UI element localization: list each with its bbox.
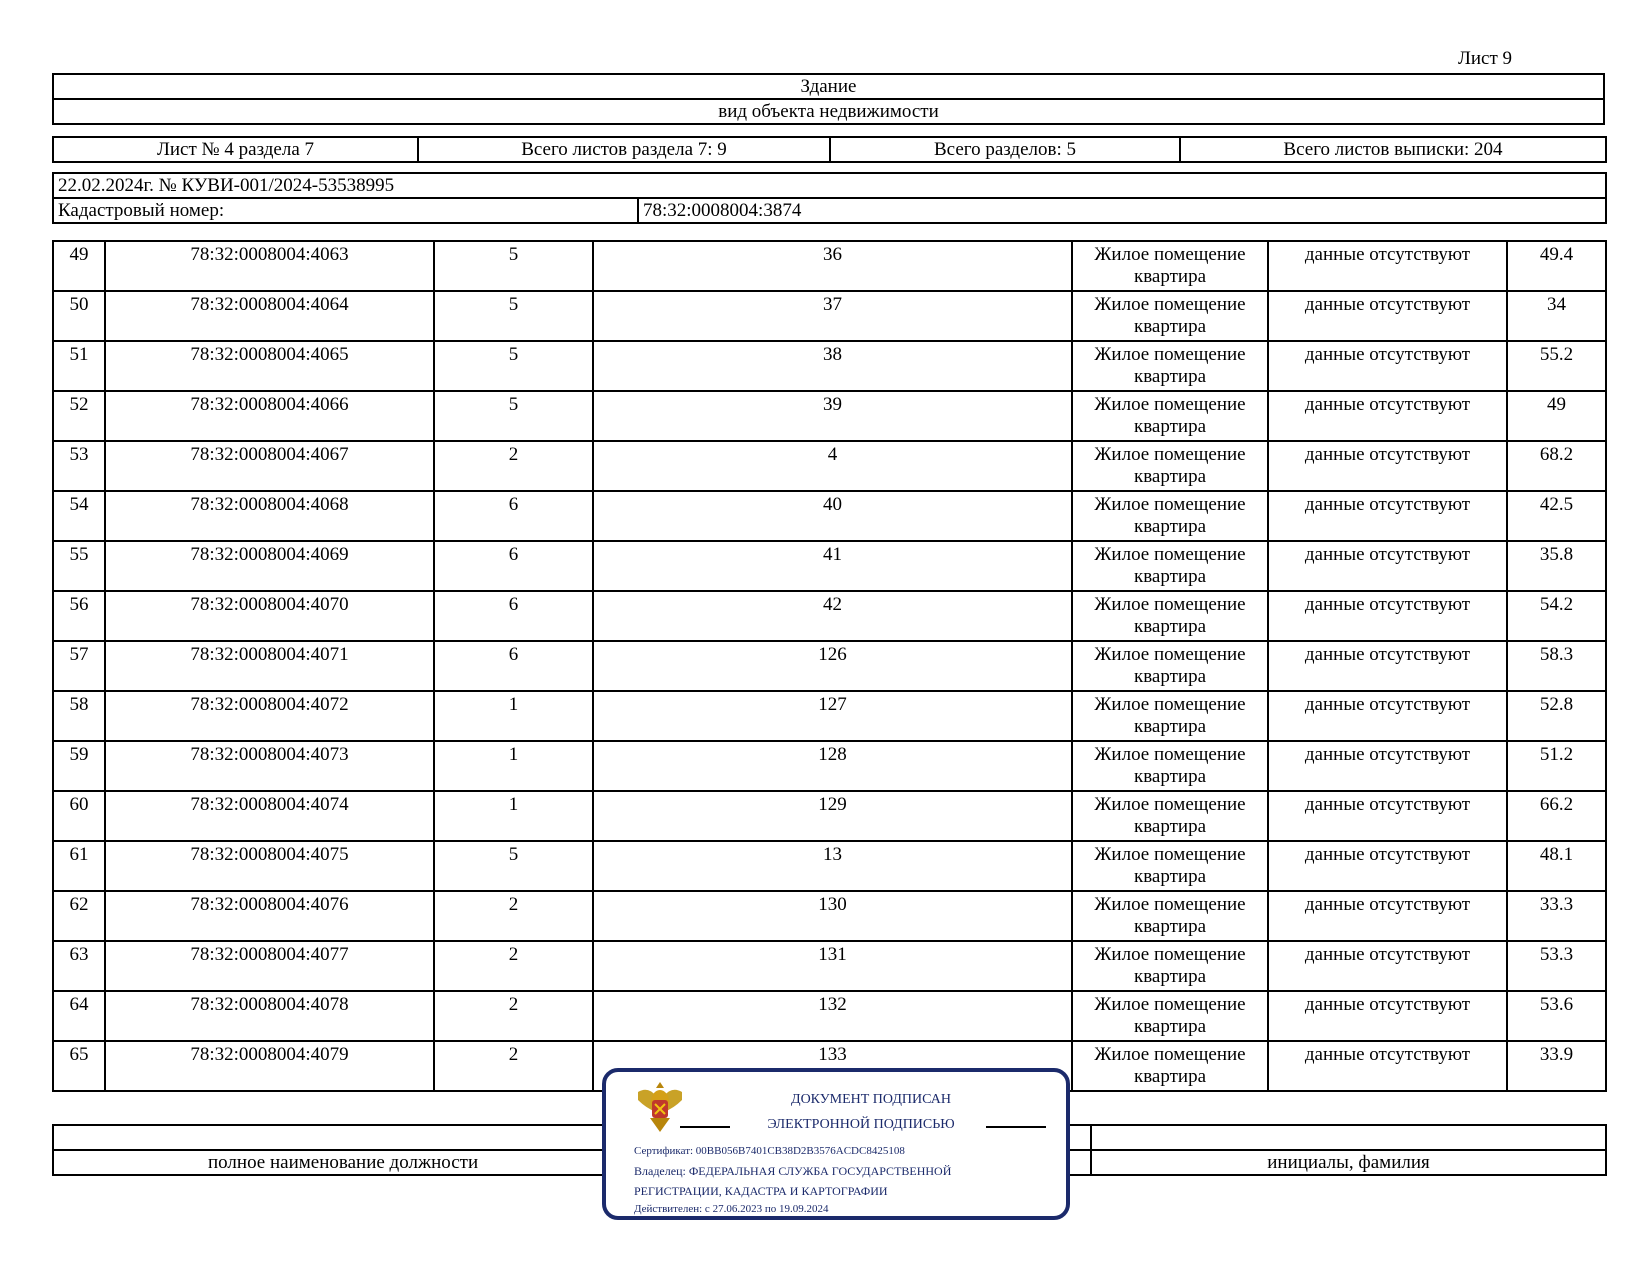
table-row: [53, 991, 1606, 1041]
document-date-number: 22.02.2024г. № КУВИ-001/2024-53538995: [53, 173, 1606, 198]
row-number-cell: 52: [53, 391, 105, 441]
area-cell: 34: [1507, 291, 1606, 341]
premises-type-cell: Жилое помещение квартира: [1072, 991, 1268, 1041]
premises-number-cell: 4: [593, 441, 1072, 491]
premises-type-cell: Жилое помещение квартира: [1072, 341, 1268, 391]
cadastral-number-cell: 78:32:0008004:4072: [105, 691, 434, 741]
data-status-cell: данные отсутствуют: [1268, 941, 1507, 991]
row-number-cell: 62: [53, 891, 105, 941]
cadastral-number-value: 78:32:0008004:3874: [638, 198, 1606, 223]
premises-type-cell: Жилое помещение квартира: [1072, 941, 1268, 991]
sheet-counts-table: [52, 136, 1607, 163]
row-number-cell: 64: [53, 991, 105, 1041]
data-status-cell: данные отсутствуют: [1268, 241, 1507, 291]
data-status-cell: данные отсутствуют: [1268, 641, 1507, 691]
premises-number-cell: 42: [593, 591, 1072, 641]
row-number-cell: 55: [53, 541, 105, 591]
area-cell: 51.2: [1507, 741, 1606, 791]
table-row: [53, 291, 1606, 341]
stamp-title-2: ЭЛЕКТРОННОЙ ПОДПИСЬЮ: [767, 1117, 955, 1132]
row-number-cell: 61: [53, 841, 105, 891]
cadastral-number-cell: 78:32:0008004:4076: [105, 891, 434, 941]
premises-number-cell: 127: [593, 691, 1072, 741]
premises-number-cell: 132: [593, 991, 1072, 1041]
premises-type-cell: Жилое помещение квартира: [1072, 841, 1268, 891]
premises-number-cell: 133: [593, 1041, 1072, 1091]
cadastral-number-cell: 78:32:0008004:4071: [105, 641, 434, 691]
premises-table: [52, 240, 1607, 1092]
stamp-divider-left: [680, 1126, 730, 1128]
area-cell: 49.4: [1507, 241, 1606, 291]
data-status-cell: данные отсутствуют: [1268, 441, 1507, 491]
row-number-cell: 50: [53, 291, 105, 341]
premises-type-cell: Жилое помещение квартира: [1072, 291, 1268, 341]
premises-type-cell: Жилое помещение квартира: [1072, 241, 1268, 291]
premises-type-cell: Жилое помещение квартира: [1072, 541, 1268, 591]
area-cell: 55.2: [1507, 341, 1606, 391]
cadastral-number-cell: 78:32:0008004:4074: [105, 791, 434, 841]
table-row: [53, 541, 1606, 591]
cadastral-number-cell: 78:32:0008004:4073: [105, 741, 434, 791]
premises-type-cell: Жилое помещение квартира: [1072, 691, 1268, 741]
premises-type-cell: Жилое помещение квартира: [1072, 391, 1268, 441]
area-cell: 49: [1507, 391, 1606, 441]
table-row: [53, 591, 1606, 641]
stamp-validity: Действителен: с 27.06.2023 по 19.09.2024: [634, 1203, 829, 1215]
floor-cell: 2: [434, 991, 593, 1041]
cadastral-number-label: Кадастровый номер:: [53, 198, 638, 223]
premises-type-cell: Жилое помещение квартира: [1072, 891, 1268, 941]
table-row: [53, 641, 1606, 691]
floor-cell: 5: [434, 841, 593, 891]
stamp-owner-2: РЕГИСТРАЦИИ, КАДАСТРА И КАРТОГРАФИИ: [634, 1184, 888, 1198]
area-cell: 33.9: [1507, 1041, 1606, 1091]
area-cell: 54.2: [1507, 591, 1606, 641]
area-cell: 52.8: [1507, 691, 1606, 741]
table-row: [53, 791, 1606, 841]
floor-cell: 2: [434, 441, 593, 491]
row-number-cell: 60: [53, 791, 105, 841]
stamp-owner-1: Владелец: ФЕДЕРАЛЬНАЯ СЛУЖБА ГОСУДАРСТВЕННОЙ: [634, 1164, 952, 1178]
data-status-cell: данные отсутствуют: [1268, 791, 1507, 841]
data-status-cell: данные отсутствуют: [1268, 541, 1507, 591]
premises-number-cell: 130: [593, 891, 1072, 941]
floor-cell: 5: [434, 341, 593, 391]
cadastral-number-cell: 78:32:0008004:4063: [105, 241, 434, 291]
floor-cell: 2: [434, 891, 593, 941]
premises-type-cell: Жилое помещение квартира: [1072, 591, 1268, 641]
data-status-cell: данные отсутствуют: [1268, 391, 1507, 441]
premises-number-cell: 131: [593, 941, 1072, 991]
document-info-table: [52, 172, 1607, 224]
area-cell: 48.1: [1507, 841, 1606, 891]
cadastral-number-cell: 78:32:0008004:4078: [105, 991, 434, 1041]
row-number-cell: 57: [53, 641, 105, 691]
floor-cell: 6: [434, 641, 593, 691]
row-number-cell: 49: [53, 241, 105, 291]
data-status-cell: данные отсутствуют: [1268, 991, 1507, 1041]
row-number-cell: 51: [53, 341, 105, 391]
cadastral-number-cell: 78:32:0008004:4079: [105, 1041, 434, 1091]
row-number-cell: 58: [53, 691, 105, 741]
cadastral-number-cell: 78:32:0008004:4065: [105, 341, 434, 391]
floor-cell: 1: [434, 741, 593, 791]
table-row: [53, 841, 1606, 891]
data-status-cell: данные отсутствуют: [1268, 841, 1507, 891]
position-caption-text: полное наименование должности: [208, 1151, 479, 1173]
cadastral-number-cell: 78:32:0008004:4069: [105, 541, 434, 591]
table-row: [53, 741, 1606, 791]
row-number-cell: 65: [53, 1041, 105, 1091]
row-number-cell: 53: [53, 441, 105, 491]
stamp-divider-right: [986, 1126, 1046, 1128]
floor-cell: 6: [434, 591, 593, 641]
premises-number-cell: 40: [593, 491, 1072, 541]
cadastral-number-cell: 78:32:0008004:4067: [105, 441, 434, 491]
data-status-cell: данные отсутствуют: [1268, 291, 1507, 341]
object-type: Здание: [53, 74, 1604, 99]
cadastral-number-cell: 78:32:0008004:4075: [105, 841, 434, 891]
table-row: [53, 691, 1606, 741]
row-number-cell: 54: [53, 491, 105, 541]
row-number-cell: 63: [53, 941, 105, 991]
table-row: [53, 441, 1606, 491]
premises-number-cell: 128: [593, 741, 1072, 791]
name-field: [1091, 1125, 1606, 1150]
premises-type-cell: Жилое помещение квартира: [1072, 1041, 1268, 1091]
name-caption: инициалы, фамилия: [1091, 1150, 1606, 1175]
data-status-cell: данные отсутствуют: [1268, 491, 1507, 541]
row-number-cell: 59: [53, 741, 105, 791]
table-row: [53, 491, 1606, 541]
table-row: [53, 341, 1606, 391]
premises-number-cell: 41: [593, 541, 1072, 591]
section-sheets-total: Всего листов раздела 7: 9: [418, 137, 830, 162]
object-type-table: [52, 73, 1605, 125]
floor-cell: 1: [434, 791, 593, 841]
table-row: [53, 891, 1606, 941]
floor-cell: 1: [434, 691, 593, 741]
data-status-cell: данные отсутствуют: [1268, 741, 1507, 791]
data-status-cell: данные отсутствуют: [1268, 1041, 1507, 1091]
area-cell: 33.3: [1507, 891, 1606, 941]
data-status-cell: данные отсутствуют: [1268, 891, 1507, 941]
table-row: [53, 241, 1606, 291]
electronic-signature-stamp: [602, 1068, 1070, 1220]
cadastral-number-cell: 78:32:0008004:4070: [105, 591, 434, 641]
premises-number-cell: 126: [593, 641, 1072, 691]
data-status-cell: данные отсутствуют: [1268, 691, 1507, 741]
cadastral-number-cell: 78:32:0008004:4077: [105, 941, 434, 991]
area-cell: 66.2: [1507, 791, 1606, 841]
premises-type-cell: Жилое помещение квартира: [1072, 491, 1268, 541]
data-status-cell: данные отсутствуют: [1268, 341, 1507, 391]
area-cell: 42.5: [1507, 491, 1606, 541]
premises-number-cell: 13: [593, 841, 1072, 891]
premises-number-cell: 37: [593, 291, 1072, 341]
sections-total: Всего разделов: 5: [830, 137, 1180, 162]
floor-cell: 2: [434, 1041, 593, 1091]
floor-cell: 6: [434, 541, 593, 591]
area-cell: 68.2: [1507, 441, 1606, 491]
extract-sheets-total: Всего листов выписки: 204: [1180, 137, 1606, 162]
premises-type-cell: Жилое помещение квартира: [1072, 791, 1268, 841]
premises-number-cell: 36: [593, 241, 1072, 291]
area-cell: 58.3: [1507, 641, 1606, 691]
cadastral-number-cell: 78:32:0008004:4068: [105, 491, 434, 541]
cadastral-number-cell: 78:32:0008004:4064: [105, 291, 434, 341]
sheet-of-section: Лист № 4 раздела 7: [53, 137, 418, 162]
table-row: [53, 391, 1606, 441]
floor-cell: 2: [434, 941, 593, 991]
area-cell: 53.6: [1507, 991, 1606, 1041]
floor-cell: 5: [434, 291, 593, 341]
area-cell: 35.8: [1507, 541, 1606, 591]
premises-number-cell: 129: [593, 791, 1072, 841]
premises-type-cell: Жилое помещение квартира: [1072, 641, 1268, 691]
object-type-caption: вид объекта недвижимости: [53, 99, 1604, 124]
stamp-title-1: ДОКУМЕНТ ПОДПИСАН: [791, 1092, 951, 1107]
premises-type-cell: Жилое помещение квартира: [1072, 741, 1268, 791]
table-row: [53, 941, 1606, 991]
premises-number-cell: 39: [593, 391, 1072, 441]
cadastral-number-cell: 78:32:0008004:4066: [105, 391, 434, 441]
floor-cell: 5: [434, 241, 593, 291]
stamp-certificate: Сертификат: 00BB056B7401CB38D2B3576ACDC8425108: [634, 1145, 905, 1157]
premises-type-cell: Жилое помещение квартира: [1072, 441, 1268, 491]
floor-cell: 5: [434, 391, 593, 441]
sheet-number: Лист 9: [1458, 48, 1513, 69]
premises-number-cell: 38: [593, 341, 1072, 391]
data-status-cell: данные отсутствуют: [1268, 591, 1507, 641]
floor-cell: 6: [434, 491, 593, 541]
area-cell: 53.3: [1507, 941, 1606, 991]
coat-of-arms-icon: [634, 1078, 686, 1134]
row-number-cell: 56: [53, 591, 105, 641]
